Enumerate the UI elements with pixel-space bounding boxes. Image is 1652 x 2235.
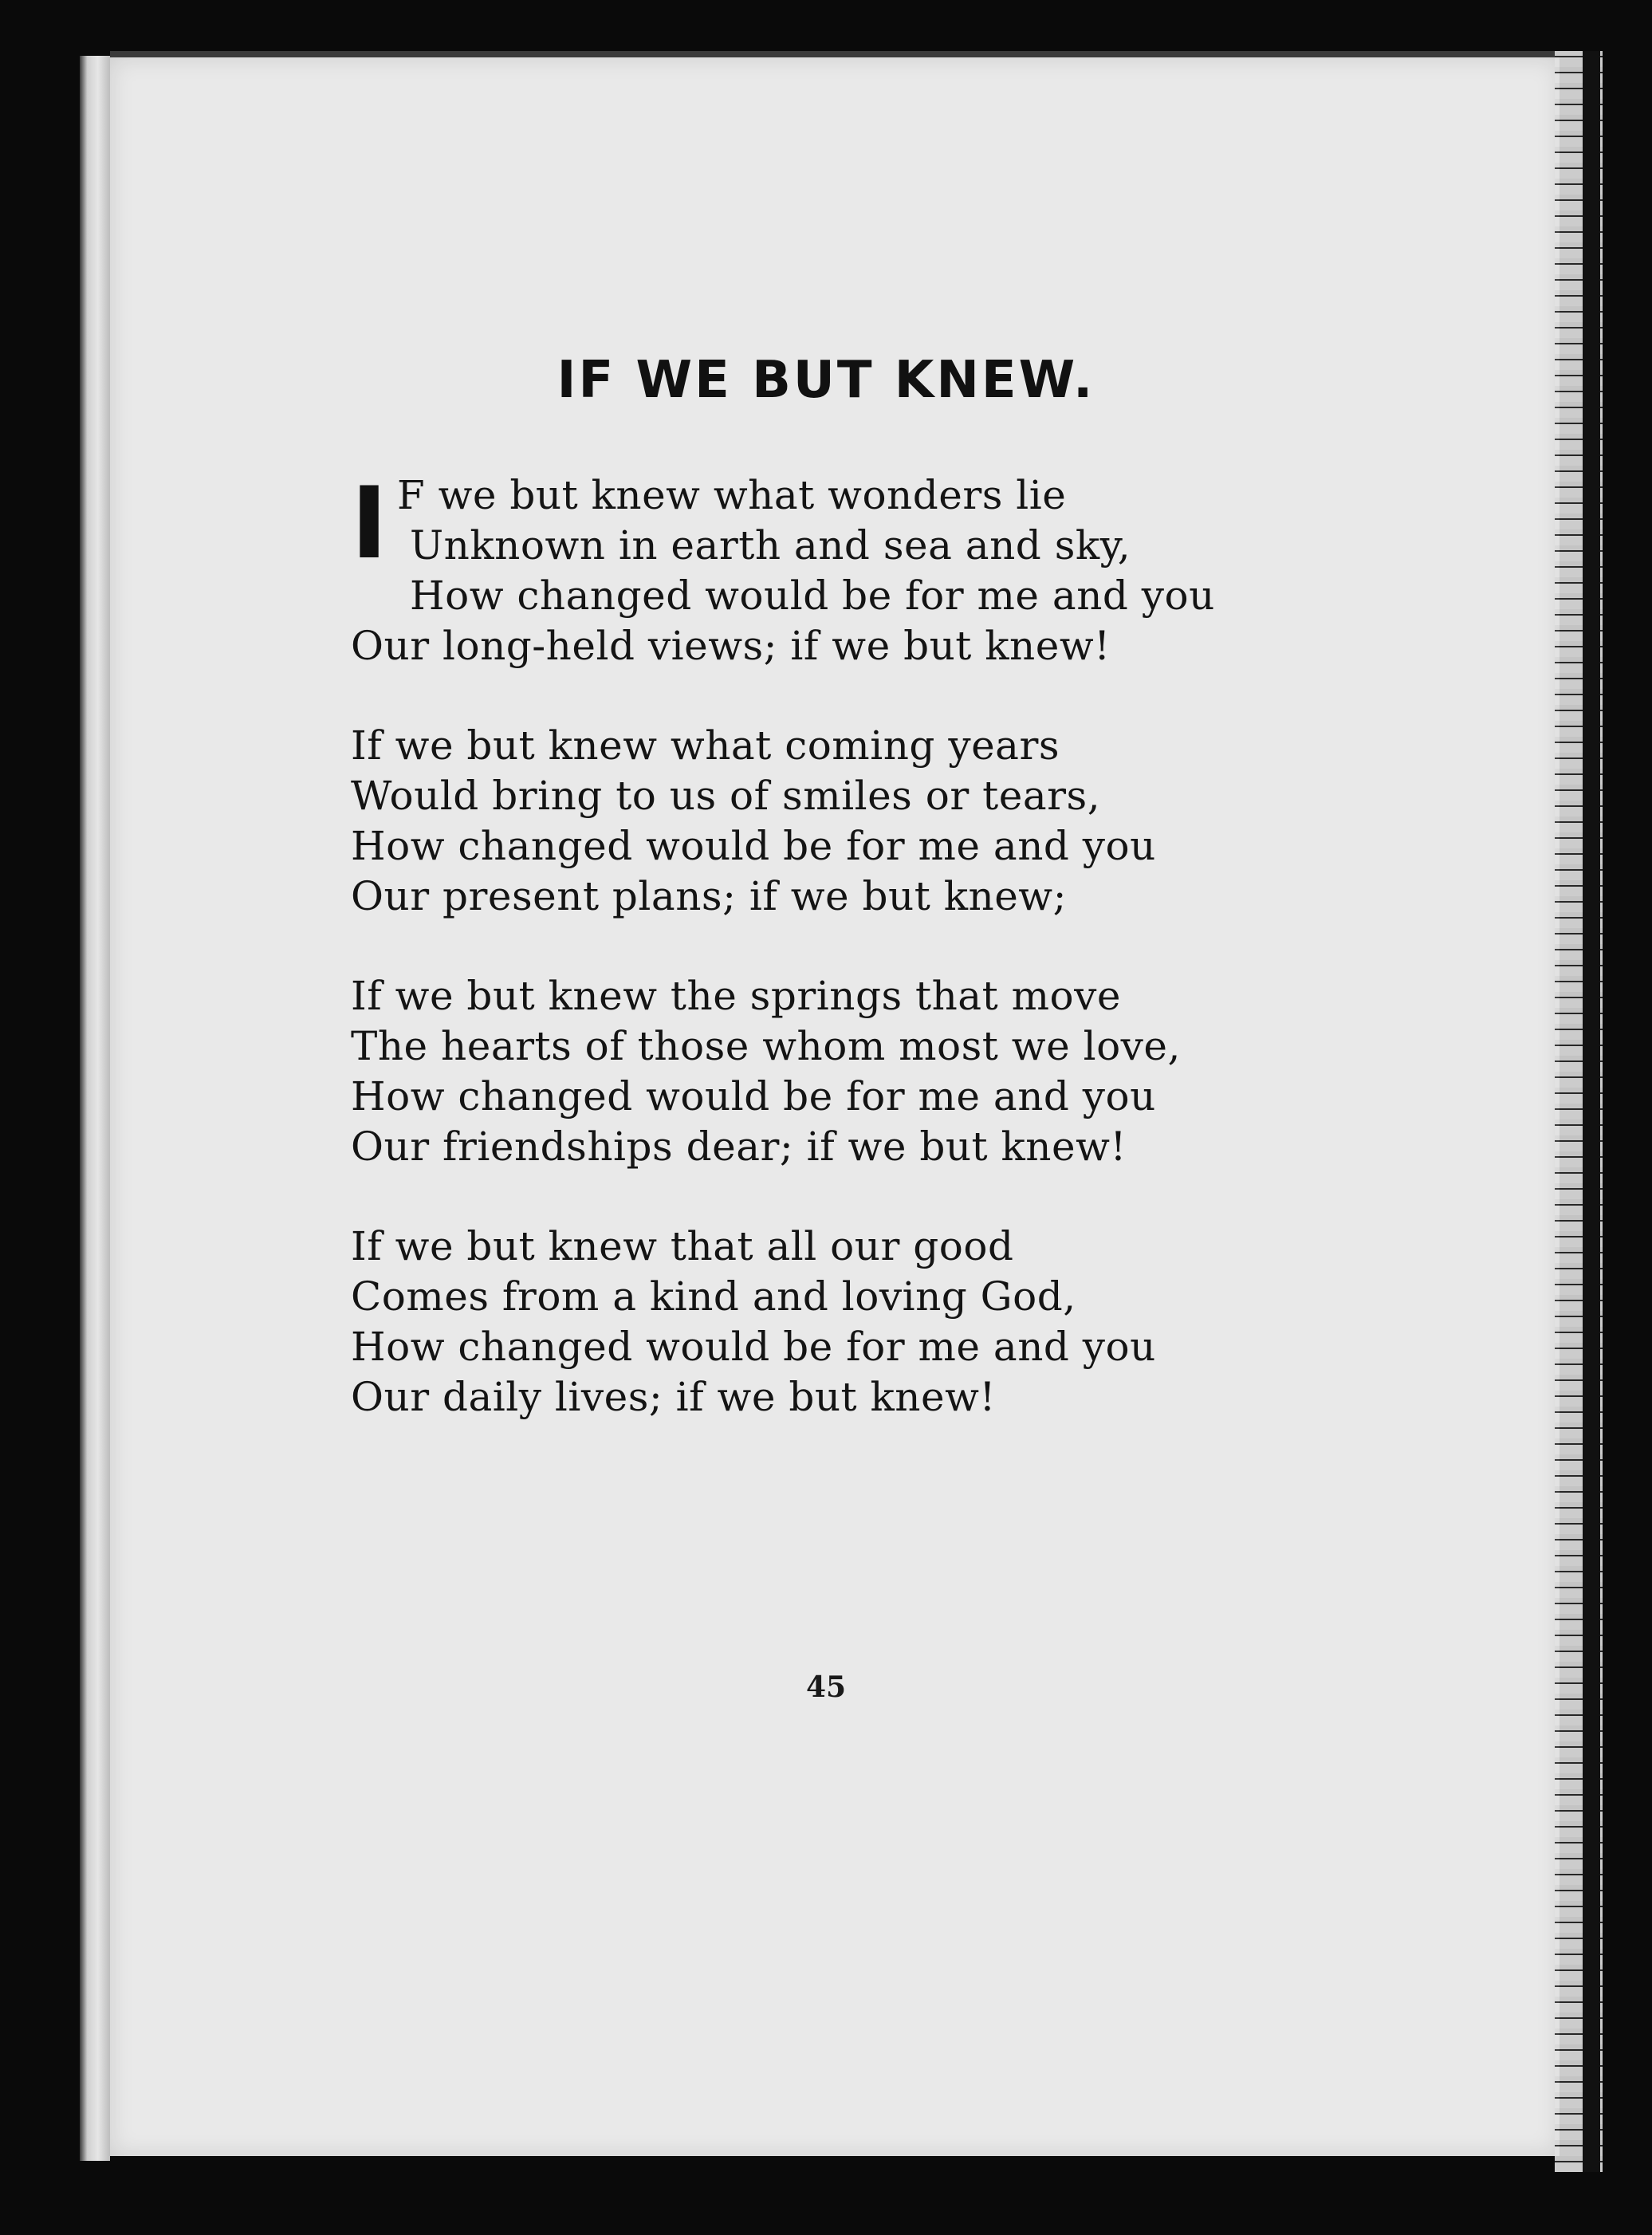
page-number: 45: [805, 1670, 847, 1704]
poem-line: Our friendships dear; if we but knew!: [351, 1123, 1127, 1170]
stanza-3: [351, 971, 1467, 1172]
poem-line: Would bring to us of smiles or tears,: [351, 773, 1101, 819]
poem-line: If we but knew that all our good: [351, 1223, 1014, 1269]
poem-title: IF WE BUT KNEW.: [557, 351, 1095, 410]
poem-line: Our long-held views; if we but knew!: [351, 623, 1111, 669]
poem-line: Our present plans; if we but knew;: [351, 873, 1067, 919]
poem-line: If we but knew what coming years: [351, 722, 1060, 769]
drop-cap: I: [351, 466, 388, 581]
poem-line: How changed would be for me and you: [351, 823, 1156, 869]
poem-body: [351, 466, 1467, 1472]
poem-line: How changed would be for me and you: [351, 1324, 1156, 1370]
stanza-2: [351, 721, 1467, 922]
poem-line: The hearts of those whom most we love,: [351, 1023, 1181, 1069]
poem-line: Comes from a kind and loving God,: [351, 1273, 1076, 1320]
poem-line: Unknown in earth and sea and sky,: [410, 522, 1131, 569]
poem-line: How changed would be for me and you: [351, 1073, 1156, 1119]
poem-line: How changed would be for me and you: [410, 573, 1215, 619]
poem-line: Our daily lives; if we but knew!: [351, 1374, 996, 1420]
stanza-4: [351, 1222, 1467, 1422]
poem-line: If we but knew the springs that move: [351, 973, 1121, 1019]
poem-line: F we but knew what wonders lie: [397, 472, 1067, 518]
stanza-1: [351, 466, 1467, 671]
